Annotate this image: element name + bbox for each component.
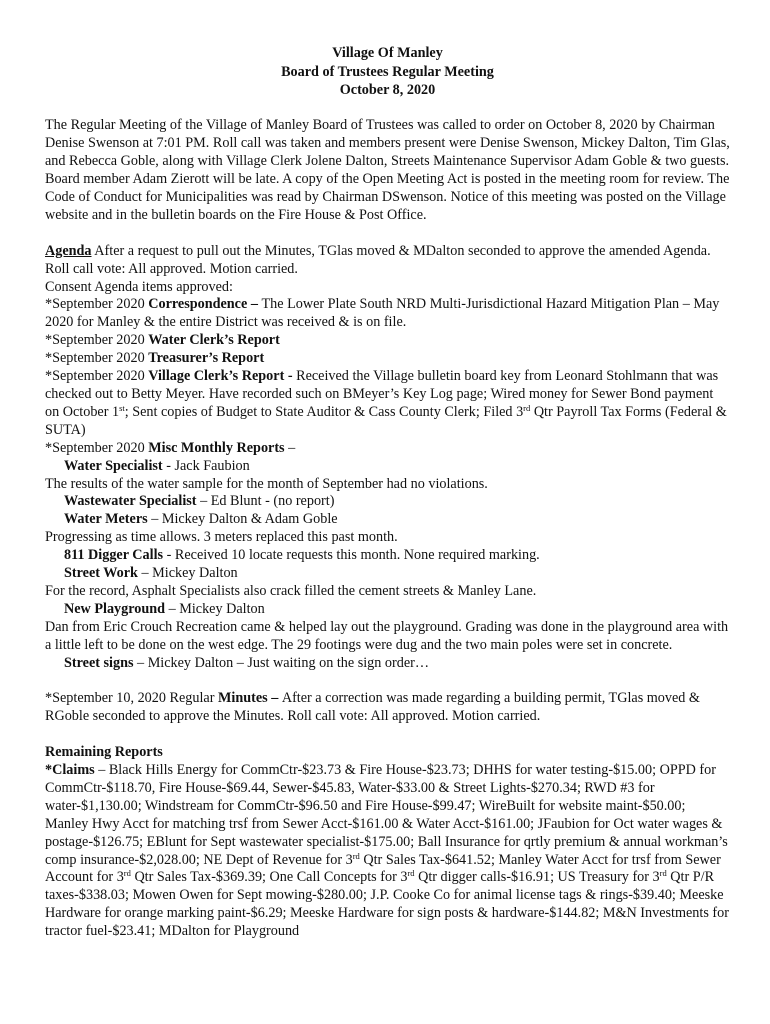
item-title: Correspondence –	[148, 296, 262, 313]
item-title: Village Clerk’s Report -	[148, 368, 297, 385]
playground-note: Dan from Eric Crouch Recreation came & helped lay out the playground. Grading was done in the playground area with a little left to be done on the west edge. The 29 footings were dug and the two main poles were set in concrete.	[45, 618, 729, 653]
digger-calls-line	[45, 547, 730, 565]
item-text: ; Sent copies of Budget to State Auditor & Cass County Clerk; Filed 3	[124, 403, 524, 420]
misc-reports-item	[45, 440, 730, 458]
superscript: rd	[659, 868, 667, 879]
water-meters-note: Progressing as time allows. 3 meters replaced this past month.	[45, 529, 398, 546]
superscript: rd	[352, 850, 360, 861]
report-title: Water Meters	[64, 511, 148, 528]
item-suffix: –	[284, 439, 296, 456]
report-person: – Mickey Dalton	[165, 600, 265, 617]
playground-line	[45, 601, 730, 619]
claims-text: Qtr P/R taxes-$338.03; Mowen Owen for Sept mowing-$280.00; J.P. Cooke Co for animal license tags & rings-$39.40; Meeske Hardware for orange marking paint-$6.29; Meeske Hardware for sign posts & hardware-$144.82; M&N Investments for tractor fuel-$23.41; MDalton for Playground	[45, 869, 729, 940]
minutes-item	[45, 690, 730, 726]
report-text: – Mickey Dalton – Just waiting on the sign order…	[133, 654, 430, 671]
claims-text: – Black Hills Energy for CommCtr-$23.73 & Fire House-$23.73; DHHS for water testing-$15.00; OPPD for CommCtr-$118.70, Fire House-$69.44, Sewer-$45.83, Water-$33.00 & Street Lights-$270.34; RWD #3 for water-$1,130.00; Windstream for CommCtr-$96.50 and Fire House-$99.47; WireBuilt for website maint-$50.00; Manley Hwy Acct for matching trsf from Sewer Acct-$161.00 & Water Acct-$161.00; JFaubion for Oct water wages & postage-$126.75; EBlunt for Sept wastewater specialist-$175.00; Ball Insurance for qrtly premium & annual workman’s comp insurance-$2,028.00; NE Dept of Revenue for 3	[45, 761, 728, 868]
item-title: Misc Monthly Reports	[148, 439, 285, 456]
village-name: Village Of Manley	[332, 45, 443, 61]
agenda-heading: Agenda	[45, 242, 92, 259]
claims-paragraph	[45, 762, 730, 941]
superscript: rd	[123, 868, 131, 879]
agenda-text: After a request to pull out the Minutes, TGlas moved & MDalton seconded to approve the amended Agenda. Roll call vote: All approved. Motion carried.	[45, 242, 711, 277]
meeting-date: October 8, 2020	[339, 82, 436, 98]
document-page	[45, 44, 730, 941]
report-person: – Ed Blunt - (no report)	[196, 493, 335, 510]
superscript: rd	[407, 868, 415, 879]
treasurer-item	[45, 350, 730, 368]
village-clerk-item	[45, 368, 730, 440]
meeting-title: Board of Trustees Regular Meeting	[281, 63, 494, 80]
superscript: rd	[523, 402, 531, 413]
wastewater-line	[45, 493, 730, 511]
item-prefix: *September 2020	[45, 332, 149, 349]
report-title: 811 Digger Calls	[64, 547, 164, 564]
street-work-note: For the record, Asphalt Specialists also crack filled the cement streets & Manley Lane.	[45, 582, 537, 599]
report-title: Wastewater Specialist	[64, 493, 197, 510]
item-text: After a correction was made regarding a building permit, TGlas moved & RGoble seconded to approve the Minutes. Roll call vote: All approved. Motion carried.	[45, 690, 700, 725]
agenda-paragraph	[45, 243, 730, 279]
superscript: st	[119, 402, 125, 413]
report-person: – Mickey Dalton & Adam Goble	[147, 511, 338, 528]
item-prefix: *September 2020	[45, 296, 149, 313]
remaining-reports-heading	[45, 744, 730, 762]
claims-title: *Claims	[45, 761, 95, 778]
item-title: Treasurer’s Report	[148, 350, 265, 367]
claims-text: Qtr digger calls-$16.91; US Treasury for 3	[414, 869, 660, 886]
water-specialist-line	[45, 458, 730, 476]
report-title: Street Work	[64, 565, 138, 582]
street-signs-line	[45, 655, 730, 673]
item-prefix: *September 2020	[45, 439, 149, 456]
item-title: Minutes –	[217, 690, 282, 707]
claims-text: Qtr Sales Tax-$641.52; Manley Water Acct for trsf from Sewer Account for 3	[45, 851, 721, 886]
item-text: Received the Village bulletin board key from Leonard Stohlmann that was checked out to Betty Meyer. Have recorded such on BMeyer’s Key Log page; Wired money for Sewer Bond payment on October 1	[45, 368, 719, 420]
item-prefix: *September 10, 2020 Regular	[45, 690, 218, 707]
water-meters-line	[45, 511, 730, 529]
section-heading: Remaining Reports	[45, 744, 163, 761]
report-title: New Playground	[64, 600, 166, 617]
water-clerk-item	[45, 332, 730, 350]
intro-paragraph: The Regular Meeting of the Village of Manley Board of Trustees was called to order on October 8, 2020 by Chairman Denise Swenson at 7:01 PM. Roll call was taken and members present were Denise Swenson, Mickey Dalton, Tim Glas, and Rebecca Goble, along with Village Clerk Jolene Dalton, Streets Maintenance Supervisor Adam Goble & two guests. Board member Adam Zierott will be late. A copy of the Open Meeting Act is posted in the meeting room for review. The Code of Conduct for Municipalities was read by Chairman DSwenson. Notice of this meeting was posted on the Village website and in the bulletin boards on the Fire House & Post Office.	[45, 117, 730, 223]
item-prefix: *September 2020	[45, 350, 149, 367]
item-prefix: *September 2020	[45, 368, 149, 385]
report-person: - Jack Faubion	[162, 457, 250, 474]
claims-text: Qtr Sales Tax-$369.39; One Call Concepts for 3	[130, 869, 408, 886]
item-title: Water Clerk’s Report	[148, 332, 280, 349]
street-work-line	[45, 565, 730, 583]
document-header	[45, 44, 730, 100]
consent-label: Consent Agenda items approved:	[45, 278, 233, 295]
report-person: – Mickey Dalton	[137, 565, 238, 582]
item-text: Qtr Payroll Tax Forms (Federal & SUTA)	[45, 403, 727, 438]
correspondence-item	[45, 296, 730, 332]
report-title: Street signs	[64, 654, 134, 671]
water-specialist-note: The results of the water sample for the month of September had no violations.	[45, 475, 488, 492]
item-text: The Lower Plate South NRD Multi-Jurisdictional Hazard Mitigation Plan – May 2020 for Manley & the entire District was received & is on file.	[45, 296, 720, 331]
report-title: Water Specialist	[64, 457, 163, 474]
report-text: - Received 10 locate requests this month. None required marking.	[163, 547, 540, 564]
